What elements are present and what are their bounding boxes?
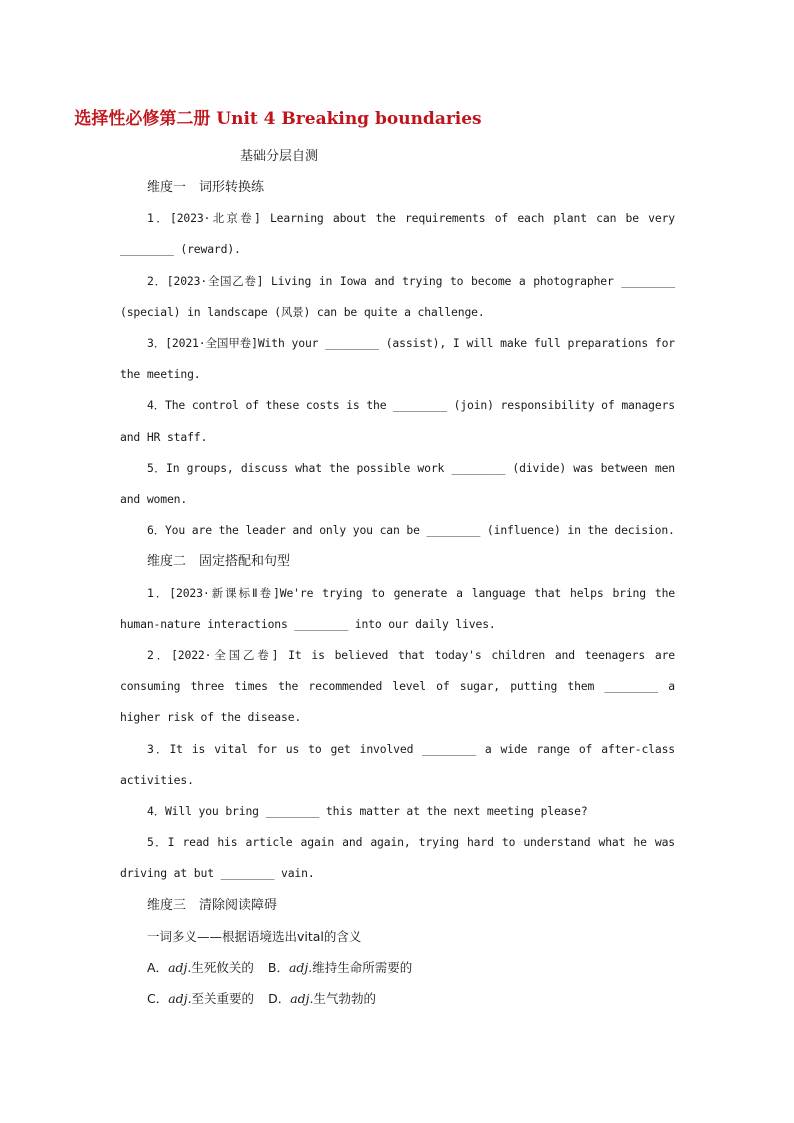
section1-question-3: 3．[2021·全国甲卷]With your ________ (assist), I will make full preparations for the meeting. xyxy=(120,336,675,382)
section1-question-6: 6．You are the leader and only you can be ________ (influence) in the decision. xyxy=(147,523,675,538)
section2-heading: 维度二 固定搭配和句型 xyxy=(147,554,291,570)
section1-question-2: 2．[2023·全国乙卷] Living in Iowa and trying to become a photographer ________ (special) in landscape (风景) can be quite a challenge. xyxy=(120,273,675,319)
option-c-letter: C． xyxy=(147,991,169,1007)
option-b-meaning: 维持生命所需要的 xyxy=(312,960,413,976)
section2-question-3: 3．It is vital for us to get involved ________ a wide range of after-class activities. xyxy=(120,741,675,787)
section2-question-2: 2．[2022·全国乙卷] It is believed that today's children and teenagers are consuming three times the recommended level of sugar, putting them ________ a higher risk of the disease. xyxy=(120,648,675,725)
section1-question-5: 5．In groups, discuss what the possible work ________ (divide) was between men and women. xyxy=(120,460,675,507)
section3-intro: 一词多义——根据语境选出vital的含义 xyxy=(147,928,362,944)
option-d-letter: D． xyxy=(268,991,291,1007)
options-row-1 xyxy=(120,952,675,983)
option-a-letter: A． xyxy=(147,960,169,976)
option-d-meaning: 生气勃勃的 xyxy=(313,991,377,1007)
section2-question-1: 1．[2023·新课标Ⅱ卷]We're trying to generate a language that helps bring the human-nature interactions ________ into our daily lives. xyxy=(120,585,675,631)
section1-question-4: 4．The control of these costs is the ________ (join) responsibility of managers and HR staff. xyxy=(120,398,675,444)
document-title: 选择性必修第二册 Unit 4 Breaking boundaries xyxy=(74,109,482,129)
option-a-pos: adj. xyxy=(168,960,192,976)
option-b-pos: adj. xyxy=(288,960,313,976)
option-b-letter: B． xyxy=(267,960,289,976)
option-c-pos: adj. xyxy=(168,991,192,1007)
option-a-meaning: 生死攸关的 xyxy=(191,960,254,976)
section2-question-5: 5．I read his article again and again, trying hard to understand what he was driving at but ________ vain. xyxy=(120,835,675,881)
section2-question-4: 4．Will you bring ________ this matter at the next meeting please? xyxy=(147,804,588,819)
section1-question-1: 1．[2023·北京卷] Learning about the requirements of each plant can be very ________ (reward). xyxy=(120,211,675,257)
option-d-pos: adj. xyxy=(290,991,314,1007)
section1-heading: 维度一 词形转换练 xyxy=(147,180,265,195)
options-row-2 xyxy=(120,983,675,1014)
option-c-meaning: 至关重要的 xyxy=(191,991,255,1007)
document-subtitle: 基础分层自测 xyxy=(239,149,318,164)
content xyxy=(120,172,675,1014)
section3-heading: 维度三 清除阅读障碍 xyxy=(147,897,278,913)
